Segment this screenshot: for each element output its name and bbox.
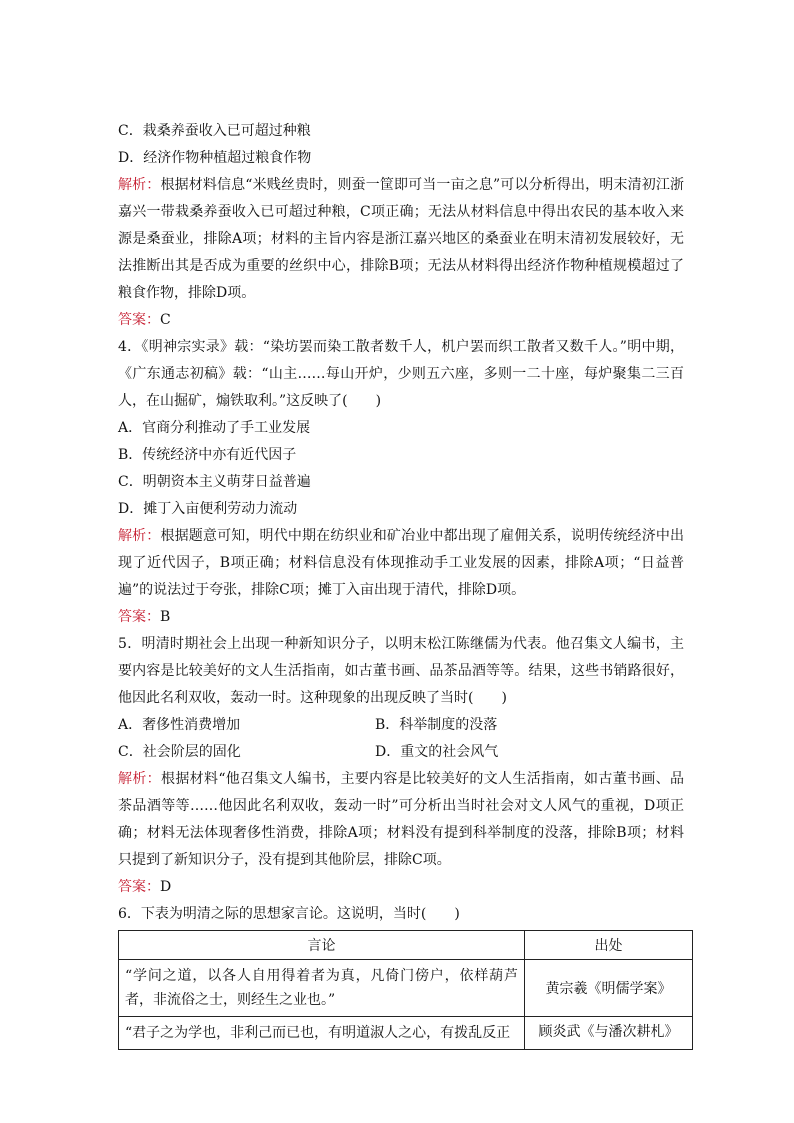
table-header-row — [119, 931, 693, 960]
answer-label: 答案： — [118, 609, 160, 625]
q5-options-row-2 — [118, 739, 684, 766]
table-header-quote: 言论 — [119, 931, 525, 960]
q5-options-row-1 — [118, 712, 684, 739]
q6-stem: 6．下表为明清之际的思想家言论。这说明，当时( ) — [118, 906, 460, 922]
q3-option-c: C．栽桑养蚕收入已可超过种粮 — [118, 123, 311, 139]
q4-option-c: C．明朝资本主义萌芽日益普遍 — [118, 474, 311, 490]
answer-label: 答案： — [118, 879, 160, 895]
q5-stem: 5．明清时期社会上出现一种新知识分子，以明末松江陈继儒为代表。他召集文人编书，主要内容是比较美好的文人生活指南，如古董书画、品茶品酒等等。结果，这些书销路很好，他因此名利双收，轰动一时。这种现象的出现反映了当时( ) — [118, 636, 684, 706]
document-content — [118, 118, 684, 1050]
q4-analysis — [118, 523, 684, 604]
q3-analysis — [118, 172, 684, 307]
analysis-label: 解析： — [118, 771, 161, 787]
q5-option-b: B．科举制度的没落 — [375, 717, 498, 733]
q5-option-d: D．重文的社会风气 — [375, 744, 499, 760]
analysis-label: 解析： — [118, 177, 161, 193]
analysis-label: 解析： — [118, 528, 161, 544]
q5-option-a: A．奢侈性消费增加 — [118, 717, 241, 733]
q5-analysis — [118, 766, 684, 874]
table-cell-quote: “君子之为学也，非利己而已也，有明道淑人之心，有拨乱反正 — [119, 1017, 525, 1050]
table-cell-quote: “学问之道，以各人自用得着者为真，凡倚门傍户，依样葫芦者，非流俗之士，则经生之业也。” — [119, 960, 525, 1017]
q4-option-d: D．摊丁入亩便利劳动力流动 — [118, 501, 298, 517]
q3-answer-value: C — [160, 312, 171, 328]
q3-answer — [118, 307, 684, 334]
table-row — [119, 960, 693, 1017]
q3-option-d: D．经济作物种植超过粮食作物 — [118, 150, 312, 166]
q4-answer-value: B — [160, 609, 171, 625]
q5-option-c: C．社会阶层的固化 — [118, 744, 241, 760]
q4-answer — [118, 604, 684, 631]
q5-analysis-text: 根据材料“他召集文人编书，主要内容是比较美好的文人生活指南，如古董书画、品茶品酒等等……他因此名利双收，轰动一时”可分析出当时社会对文人风气的重视，D项正确；材料无法体现奢侈性消费，排除A项；材料没有提到科举制度的没落，排除B项；材料只提到了新知识分子，没有提到其他阶层，排除C项。 — [118, 771, 685, 868]
q3-analysis-text: 根据材料信息“米贱丝贵时，则蚕一筐即可当一亩之息”可以分析得出，明末清初江浙嘉兴一带栽桑养蚕收入已可超过种粮，C项正确；无法从材料信息中得出农民的基本收入来源是桑蚕业，排除A项；材料的主旨内容是浙江嘉兴地区的桑蚕业在明末清初发展较好，无法推断出其是否成为重要的丝织中心，排除B项；无法从材料得出经济作物种植规模超过了粮食作物，排除D项。 — [118, 177, 685, 301]
table-cell-source: 黄宗羲《明儒学案》 — [525, 960, 693, 1017]
q4-analysis-text: 根据题意可知，明代中期在纺织业和矿冶业中都出现了雇佣关系，说明传统经济中出现了近代因子，B项正确；材料信息没有体现推动手工业发展的因素，排除A项；“日益普遍”的说法过于夸张，排除C项；摊丁入亩出现于清代，排除D项。 — [118, 528, 685, 598]
quotes-table — [118, 930, 693, 1050]
q4-option-a: A．官商分利推动了手工业发展 — [118, 420, 311, 436]
answer-label: 答案： — [118, 312, 160, 328]
table-cell-source: 顾炎武《与潘次耕札》 — [525, 1017, 693, 1050]
q4-stem: 4．《明神宗实录》载：“染坊罢而染工散者数千人，机户罢而织工散者又数千人。”明中期，《广东通志初稿》载：“山主……每山开炉，少则五六座，多则一二十座，每炉聚集二三百人，在山掘矿，煽铁取利。”这反映了( ) — [118, 339, 684, 409]
q5-answer — [118, 874, 684, 901]
table-header-source: 出处 — [525, 931, 693, 960]
q4-option-b: B．传统经济中亦有近代因子 — [118, 447, 297, 463]
q5-answer-value: D — [160, 879, 172, 895]
table-row — [119, 1017, 693, 1050]
